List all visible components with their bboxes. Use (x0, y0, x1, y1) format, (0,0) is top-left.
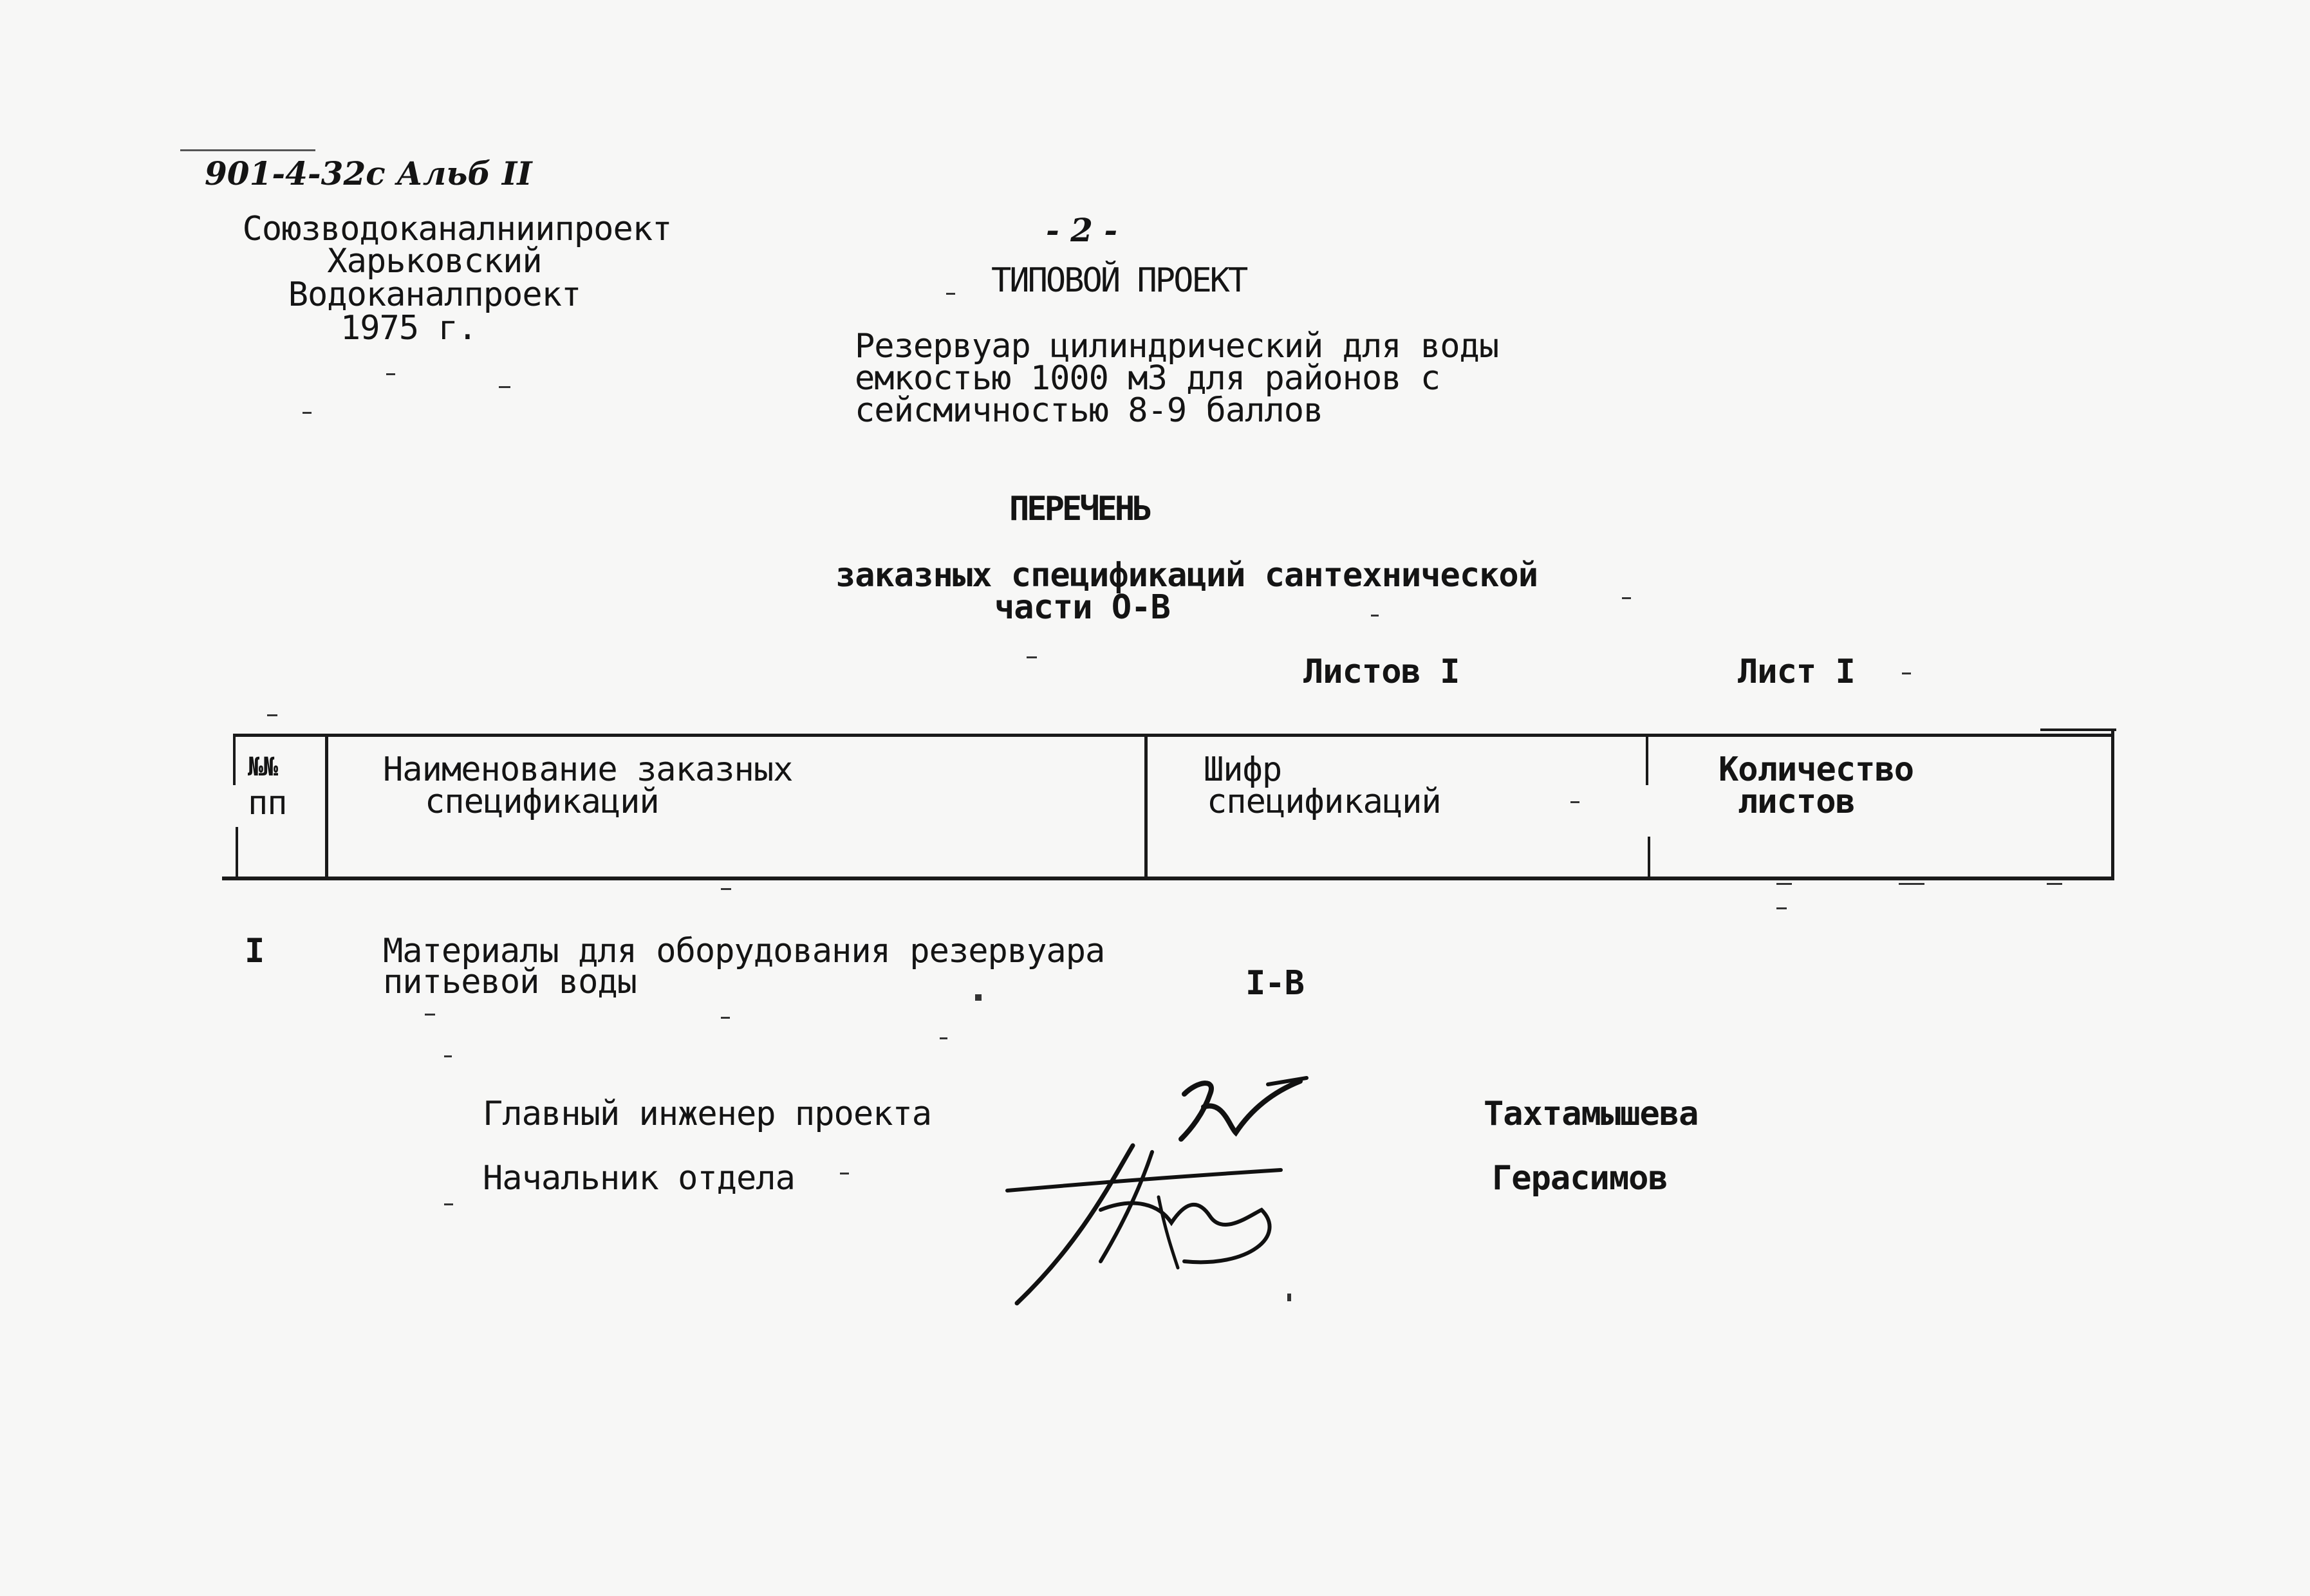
project-title-line3: сейсмичностью 8-9 баллов (855, 391, 1323, 430)
sheet-number: Лист I (1738, 653, 1855, 691)
list-title: ПЕРЕЧЕНЬ (1009, 490, 1150, 528)
table-divider-code (1144, 734, 1148, 880)
sheets-total: Листов I (1303, 653, 1460, 691)
scan-speck (721, 888, 731, 890)
scan-speck (946, 293, 955, 295)
scan-speck (2047, 883, 2062, 885)
table-left-border (233, 737, 236, 785)
scan-speck (499, 386, 510, 388)
table-left-border-lower (236, 827, 238, 877)
chief-engineer-title: Главный инженер проекта (483, 1095, 932, 1133)
header-name-line1: Наименование заказных (383, 750, 793, 789)
department-head-signature (1004, 1139, 1287, 1306)
header-code-line2: спецификаций (1207, 783, 1441, 821)
header-num-line2: пп (248, 784, 287, 822)
project-title-line1: Резервуар цилиндрический для воды (855, 327, 1499, 366)
table-divider-qty-lower (1648, 837, 1650, 879)
archive-code-underline (180, 149, 315, 151)
scan-speck (303, 412, 312, 414)
row1-num: I (245, 932, 265, 970)
table-top-border (233, 734, 2114, 737)
row1-code: I-В (1245, 964, 1304, 1003)
scan-speck (1902, 673, 1911, 674)
page-number: - 2 - (1046, 211, 1118, 249)
table-divider-name (325, 734, 328, 880)
department-head-title: Начальник отдела (483, 1159, 795, 1198)
project-type: ТИПОВОЙ ПРОЕКТ (991, 261, 1247, 300)
table-bottom-border (222, 877, 2114, 880)
table-right-border (2111, 728, 2114, 880)
header-name-line2: спецификаций (425, 783, 659, 821)
header-qty-line1: Количество (1719, 750, 1914, 789)
organization-line2: Харьковский (327, 242, 542, 281)
table-top-border-right (2040, 728, 2116, 731)
header-num-line1: №№ (248, 752, 278, 782)
scan-speck (386, 373, 395, 375)
scan-speck (425, 1014, 435, 1016)
scan-speck (1776, 907, 1787, 909)
department-head-name: Герасимов (1492, 1159, 1668, 1198)
scan-speck (1622, 597, 1631, 599)
header-code-line1: Шифр (1204, 750, 1282, 789)
organization-year: 1975 г. (340, 309, 478, 348)
list-subtitle-line1: заказных спецификаций сантехнической (835, 556, 1538, 595)
scan-speck (1287, 1294, 1291, 1301)
organization-line3: Водоканалпроект (288, 275, 581, 314)
scan-speck (267, 714, 277, 716)
organization-line1: Союзводоканалниипроект (242, 210, 672, 248)
scan-speck (840, 1173, 849, 1174)
scan-speck (1027, 656, 1037, 658)
scan-speck (444, 1203, 453, 1205)
project-title-line2: емкостью 1000 м3 для районов с (855, 359, 1440, 398)
scan-speck (444, 1055, 452, 1057)
scan-speck (1776, 883, 1792, 885)
scan-speck (975, 994, 982, 1001)
header-qty-line2: листов (1738, 783, 1855, 821)
scan-speck (1570, 801, 1579, 803)
scan-speck (1899, 883, 1924, 885)
scan-speck (1371, 615, 1379, 617)
list-subtitle-line2: части О-В (994, 588, 1170, 627)
archive-code: 901-4-32с Альб II (205, 154, 532, 192)
table-divider-qty (1646, 734, 1648, 785)
scan-speck (721, 1017, 730, 1019)
row1-name-line2: питьевой воды (383, 963, 637, 1001)
chief-engineer-name: Тахтамышева (1484, 1095, 1699, 1133)
row1-name-line1: Материалы для оборудования резервуара (383, 932, 1105, 970)
scan-speck (940, 1037, 947, 1039)
